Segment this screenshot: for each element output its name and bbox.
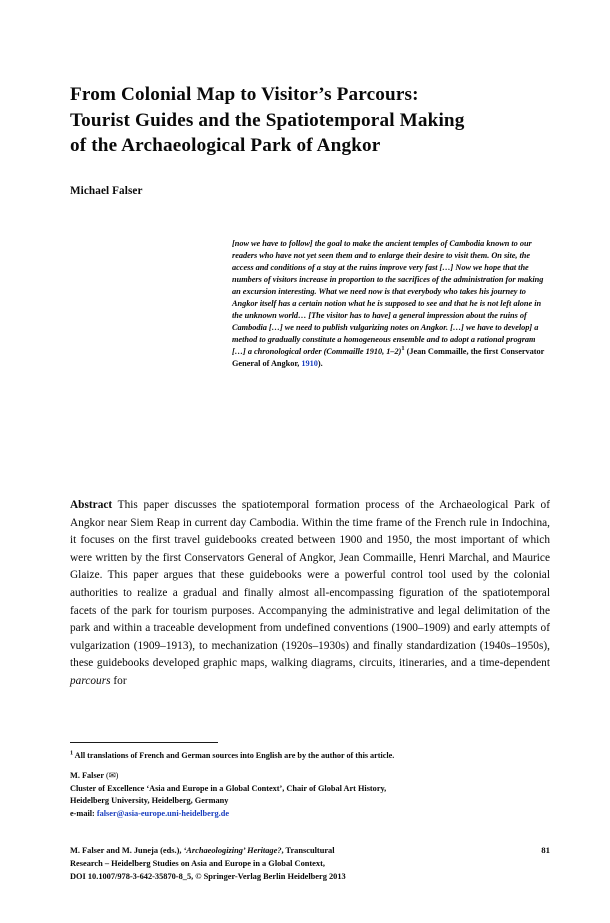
abstract-text-part-1: This paper discusses the spatiotemporal formation process of the Archaeological Park of Angkor near Siem Reap in current day Cambodia. Within the time frame of the French rule in Indochina, it focuses on the first travel guidebooks created between 1900 and 1950, the most important of which were written by the first Conservators General of Angkor, Jean Commaille, Henri Marchal, and Maurice Glaize. This paper argues that these guidebooks were a powerful control tool used by the colonial authorities to realize a gradual and finally almost all-encompassing figuration of the spatiotemporal facets of the park for tourism purposes. Accompanying the administrative and legal delimitation of the park and within a traceable development from undefined conventions (1900–1909) and early attempts of vulgarization (1909–1913), to mechanization (1920s–1930s) and finally standardization (1940s–1950s), these guidebooks developed graphic maps, walking diagrams, circuits, itineraries, and a time-dependent bbox=[70, 499, 550, 670]
abstract-section bbox=[70, 497, 550, 691]
footer-line-1-pre: M. Falser and M. Juneja (eds.), bbox=[70, 846, 184, 855]
affiliation-email-line bbox=[70, 808, 550, 821]
page-number: 81 bbox=[541, 845, 550, 855]
affiliation-line-2: Heidelberg University, Heidelberg, Germany bbox=[70, 796, 229, 806]
footer-book-title: ‘Archaeologizing’ Heritage? bbox=[183, 846, 282, 855]
footnote-separator bbox=[70, 742, 218, 743]
epigraph-attribution-pre: (Jean Commaille, the first Conservator General of Angkor, bbox=[232, 347, 545, 369]
footer-line-3: DOI 10.1007/978-3-642-35870-8_5, © Springer-Verlag Berlin Heidelberg 2013 bbox=[70, 871, 346, 881]
email-link[interactable]: falser@asia-europe.uni-heidelberg.de bbox=[96, 809, 229, 819]
epigraph-body: [now we have to follow] the goal to make the ancient temples of Cambodia known to our readers who have not yet seen them and to enlarge their desire to visit them. On site, the access and conditions of a stay at the ruins improve very fast […] Now we hope that the numbers of visitors increase in proportion to the sacrifices of the administration for making an excursion interesting. What we need now is that everybody who takes his journey to Angkor itself has a certain notion what he is supposed to see and that he is not left alone in the unknown world… [The visitor has to have] a general impression about the ruins of Cambodia […] we need to publish vulgarizing notes on Angkor. […] we have to develop] a method to gradually constitute a homogeneous ensemble and to adopt a rational program […] a chronological order (Commaille 1910, 1–2) bbox=[232, 239, 544, 357]
title-line-3: of the Archaeological Park of Angkor bbox=[70, 135, 381, 156]
footnote-marker: 1 bbox=[70, 749, 74, 757]
author-name: Michael Falser bbox=[70, 185, 143, 197]
abstract-text-part-2: for bbox=[110, 674, 127, 687]
affiliation-author-line bbox=[70, 770, 550, 783]
footnote-body: All translations of French and German sources into English are by the author of this article. bbox=[73, 751, 395, 760]
footer-line-1 bbox=[70, 845, 550, 858]
email-label: e-mail: bbox=[70, 809, 97, 819]
footer-line-2: Research – Heidelberg Studies on Asia and Europe in a Global Context, bbox=[70, 858, 325, 868]
epigraph-quote bbox=[232, 238, 550, 371]
page-title bbox=[70, 82, 550, 159]
footer-line-1-post: , Transcultural bbox=[281, 846, 335, 855]
title-line-2: Tourist Guides and the Spatiotemporal Making bbox=[70, 109, 465, 131]
footer-citation bbox=[70, 845, 550, 884]
abstract-label: Abstract bbox=[70, 499, 113, 511]
affiliation-author-name: M. Falser bbox=[70, 771, 104, 780]
abstract-italic-term: parcours bbox=[70, 674, 111, 687]
footnote-text bbox=[70, 750, 550, 762]
epigraph-attribution-post: ). bbox=[317, 359, 323, 369]
epigraph-citation-link[interactable]: 1910 bbox=[301, 359, 318, 369]
epigraph-footnote-marker: 1 bbox=[401, 345, 405, 353]
envelope-icon: (✉) bbox=[105, 771, 119, 780]
title-line-1: From Colonial Map to Visitor’s Parcours: bbox=[70, 84, 419, 105]
affiliation-line-1: Cluster of Excellence ‘Asia and Europe in a Global Context’, Chair of Global Art History, bbox=[70, 783, 387, 793]
author-affiliation bbox=[70, 770, 550, 821]
page-content bbox=[70, 0, 550, 923]
